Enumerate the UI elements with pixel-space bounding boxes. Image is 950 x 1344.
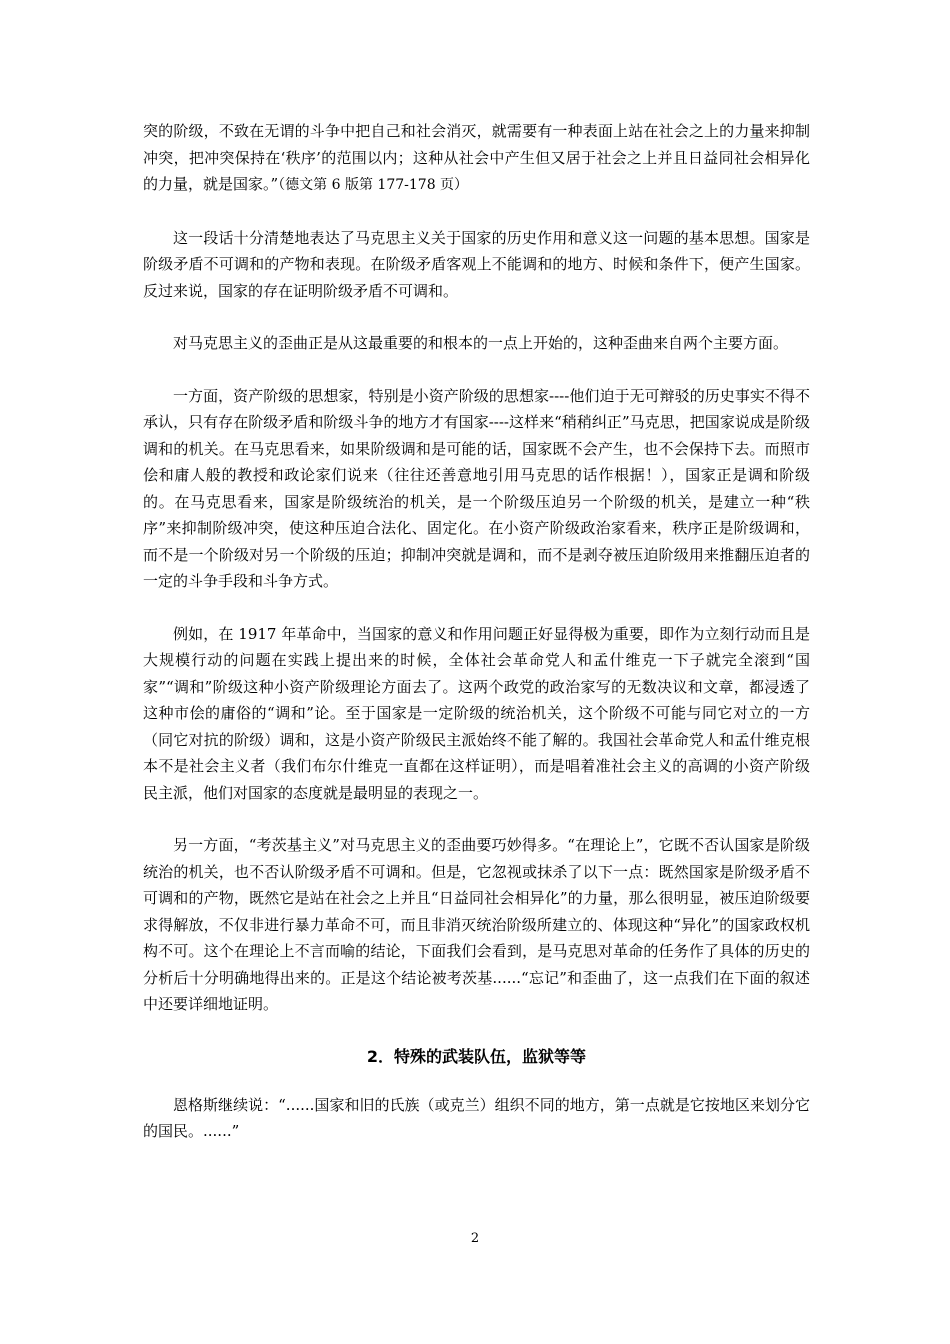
paragraph: 一方面，资产阶级的思想家，特别是小资产阶级的思想家----他们迫于无可辩驳的历史事实不得不承认，只有存在阶级矛盾和阶级斗争的地方才有国家----这样来“稍稍纠正”马克思，把国家说成是阶级调和的机关。在马克思看来，如果阶级调和是可能的话，国家既不会产生，也不会保持下去。而照市侩和庸人般的教授和政论家们说来（往往还善意地引用马克思的话作根据！），国家正是调和阶级的。在马克思看来，国家是阶级统治的机关，是一个阶级压迫另一个阶级的机关，是建立一种“秩序”来抑制阶级冲突，使这种压迫合法化、固定化。在小资产阶级政治家看来，秩序正是阶级调和，而不是一个阶级对另一个阶级的压迫；抑制冲突就是调和，而不是剥夺被压迫阶级用来推翻压迫者的一定的斗争手段和斗争方式。 (143, 386, 810, 590)
section-heading: 2．特殊的武装队伍，监狱等等 (366, 1046, 587, 1066)
paragraph: 这一段话十分清楚地表达了马克思主义关于国家的历史作用和意义这一问题的基本思想。国家是阶级矛盾不可调和的产物和表现。在阶级矛盾客观上不能调和的地方、时候和条件下，便产生国家。反过来说，国家的存在证明阶级矛盾不可调和。 (143, 228, 810, 300)
paragraph: 对马克思主义的歪曲正是从这最重要的和根本的一点上开始的，这种歪曲来自两个主要方面。 (173, 334, 789, 352)
page-number: 2 (470, 1231, 480, 1246)
paragraph-text: 突的阶级，不致在无谓的斗争中把自己和社会消灭，就需要有一种表面上站在社会之上的力量来抑制冲突，把冲突保持在‘秩序’的范围以内；这种从社会中产生但又居于社会之上并且日益同社会相异化的力量，就是国家。” (143, 122, 810, 193)
paragraph: 另一方面，“考茨基主义”对马克思主义的歪曲要巧妙得多。“在理论上”，它既不否认国家是阶级统治的机关，也不否认阶级矛盾不可调和。但是，它忽视或抹杀了以下一点：既然国家是阶级矛盾不可调和的产物，既然它是站在社会之上并且“日益同社会相异化”的力量，那么很明显，被压迫阶级要求得解放，不仅非进行暴力革命不可，而且非消灭统治阶级所建立的、体现这种“异化”的国家政权机构不可。这个在理论上不言而喻的结论，下面我们会看到，是马克思对革命的任务作了具体的历史的分析后十分明确地得出来的。正是这个结论被考茨基......“忘记”和歪曲了，这一点我们在下面的叙述中还要详细地证明。 (143, 836, 810, 1013)
paragraph: 恩格斯继续说：“......国家和旧的氏族（或克兰）组织不同的地方，第一点就是它按地区来划分它的国民。......” (143, 1095, 810, 1140)
paragraph: 例如，在 1917 年革命中，当国家的意义和作用问题正好显得极为重要，即作为立刻行动而且是大规模行动的问题在实践上提出来的时候，全体社会革命党人和孟什维克一下子就完全滚到“国家”“调和”阶级这种小资产阶级理论方面去了。这两个政党的政治家写的无数决议和文章，都浸透了这种市侩的庸俗的“调和”论。至于国家是一定阶级的统治机关，这个阶级不可能与同它对立的一方（同它对抗的阶级）调和，这是小资产阶级民主派始终不能了解的。我国社会革命党人和孟什维克根本不是社会主义者（我们布尔什维克一直都在这样证明），而是唱着准社会主义的高调的小资产阶级民主派，他们对国家的态度就是最明显的表现之一。 (143, 624, 810, 802)
paragraph-continuation (143, 118, 810, 199)
document-page (143, 118, 810, 1171)
citation: （德文第 6 版第 177-178 页） (278, 177, 469, 193)
